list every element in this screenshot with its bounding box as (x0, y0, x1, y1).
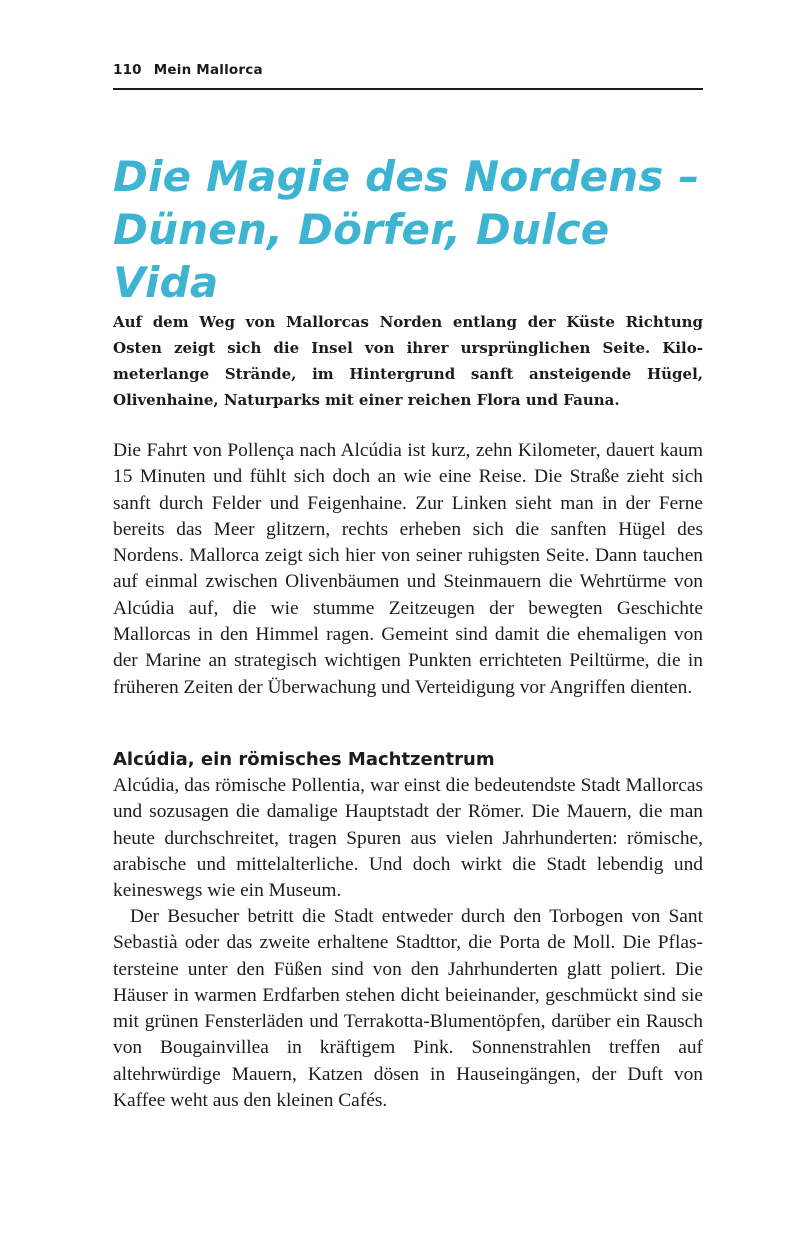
lead-paragraph: Auf dem Weg von Mallorcas Norden entlang der Küste Richtung Osten zeigt sich die Insel von ihrer ursprünglichen Seite. Kilometerlange Strände, im Hintergrund sanft ansteigende Hügel, Olivenhaine, Naturparks mit einer reichen Flora und Fauna. (113, 313, 703, 409)
book-title: Mein Mallorca (153, 62, 263, 78)
header-divider (113, 88, 703, 90)
running-head (113, 62, 703, 88)
body-paragraph-3: Der Besucher betritt die Stadt entweder durch den Torbogen von Sant Sebastià oder das zweite erhaltene Stadttor, die Porta de Moll. Die Pflastersteine unter den Füßen sind von den Jahrhunderten glatt poliert. Die Häuser in warmen Erdfarben stehen dicht beieinander, geschmückt sind sie mit grünen Fensterläden und Terrakotta-Blumentöpfen, darüber ein Rausch von Bougainvillea in kräftigem Pink. Sonnenstrahlen treffen auf altehrwürdige Mauern, Katzen dösen in Hauseingängen, der Duft von Kaffee weht aus den kleinen Cafés. (113, 906, 703, 1112)
body-paragraph-1: Die Fahrt von Pollença nach Alcúdia ist kurz, zehn Kilometer, dauert kaum 15 Minuten und fühlt sich doch an wie eine Reise. Die Straße zieht sich sanft durch Felder und Feigenhaine. Zur Linken sieht man in der Ferne bereits das Meer glitzern, rechts erheben sich die sanften Hügel des Nordens. Mallorca zeigt sich hier von seiner ruhigsten Seite. Dann tauchen auf einmal zwischen Olivenbäumen und Steinmauern die Wehrtürme von Alcúdia auf, die wie stumme Zeitzeugen der bewegten Geschichte Mallorcas in den Himmel ragen. Gemeint sind damit die ehemaligen von der Marine an strategisch wichtigen Punkten errichteten Peiltürme, die in früheren Zeiten der Überwachung und Verteidigung vor Angriffen dienten. (113, 440, 703, 698)
body-paragraph-2: Alcúdia, das römische Pollentia, war einst die bedeutendste Stadt Mallorcas und sozusagen die damalige Hauptstadt der Römer. Die Mauern, die man heute durchschreitet, tragen Spuren aus vielen Jahrhunderten: römische, arabische und mittelalterliche. Und doch wirkt die Stadt lebendig und keineswegs wie ein Museum. (113, 775, 703, 902)
page-number: 110 (113, 62, 142, 78)
section-heading: Alcúdia, ein römisches Machtzentrum (113, 749, 495, 770)
chapter-title: Die Magie des Nordens – Dünen, Dörfer, Dulce Vida (113, 152, 700, 307)
